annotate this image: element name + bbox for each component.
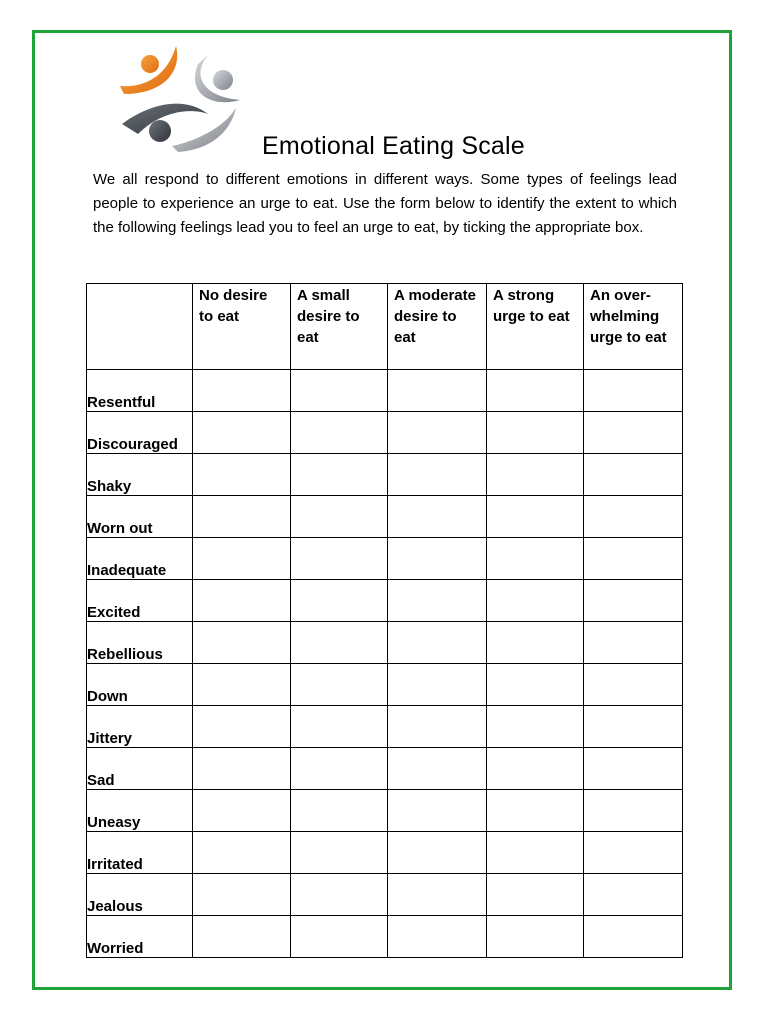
tick-box[interactable] — [487, 790, 584, 832]
table-row — [87, 370, 683, 412]
row-label: Shaky — [87, 454, 193, 496]
tick-box[interactable] — [291, 370, 388, 412]
tick-box[interactable] — [291, 538, 388, 580]
tick-box[interactable] — [388, 874, 487, 916]
tick-box[interactable] — [193, 790, 291, 832]
tick-box[interactable] — [487, 454, 584, 496]
tick-box[interactable] — [193, 832, 291, 874]
tick-box[interactable] — [291, 790, 388, 832]
tick-box[interactable] — [193, 412, 291, 454]
row-label: Uneasy — [87, 790, 193, 832]
table-row — [87, 832, 683, 874]
tick-box[interactable] — [291, 622, 388, 664]
tick-box[interactable] — [193, 580, 291, 622]
tick-box[interactable] — [584, 706, 683, 748]
tick-box[interactable] — [584, 370, 683, 412]
tick-box[interactable] — [388, 622, 487, 664]
table-row — [87, 874, 683, 916]
row-label: Down — [87, 664, 193, 706]
tick-box[interactable] — [584, 790, 683, 832]
tick-box[interactable] — [487, 706, 584, 748]
row-label: Rebellious — [87, 622, 193, 664]
table-row — [87, 706, 683, 748]
tick-box[interactable] — [487, 916, 584, 958]
tick-box[interactable] — [388, 832, 487, 874]
tick-box[interactable] — [487, 664, 584, 706]
row-label: Jittery — [87, 706, 193, 748]
tick-box[interactable] — [291, 916, 388, 958]
tick-box[interactable] — [388, 454, 487, 496]
tick-box[interactable] — [291, 832, 388, 874]
tick-box[interactable] — [584, 454, 683, 496]
tick-box[interactable] — [388, 748, 487, 790]
tick-box[interactable] — [584, 496, 683, 538]
tick-box[interactable] — [291, 664, 388, 706]
table-row — [87, 496, 683, 538]
table-row — [87, 664, 683, 706]
column-header: A strong urge to eat — [487, 284, 584, 370]
row-label: Excited — [87, 580, 193, 622]
row-label: Worried — [87, 916, 193, 958]
tick-box[interactable] — [388, 580, 487, 622]
header-corner-cell — [87, 284, 193, 370]
tick-box[interactable] — [487, 370, 584, 412]
table-row — [87, 622, 683, 664]
tick-box[interactable] — [487, 748, 584, 790]
table-row — [87, 454, 683, 496]
column-header: A small desire to eat — [291, 284, 388, 370]
tick-box[interactable] — [487, 538, 584, 580]
tick-box[interactable] — [584, 538, 683, 580]
tick-box[interactable] — [193, 916, 291, 958]
tick-box[interactable] — [291, 748, 388, 790]
tick-box[interactable] — [487, 412, 584, 454]
tick-box[interactable] — [584, 832, 683, 874]
tick-box[interactable] — [291, 412, 388, 454]
tick-box[interactable] — [291, 454, 388, 496]
row-label: Discouraged — [87, 412, 193, 454]
tick-box[interactable] — [193, 706, 291, 748]
table-row — [87, 790, 683, 832]
table-row — [87, 748, 683, 790]
tick-box[interactable] — [584, 748, 683, 790]
tick-box[interactable] — [291, 706, 388, 748]
tick-box[interactable] — [388, 538, 487, 580]
row-label: Inadequate — [87, 538, 193, 580]
table-row — [87, 916, 683, 958]
tick-box[interactable] — [193, 748, 291, 790]
tick-box[interactable] — [388, 916, 487, 958]
table-row — [87, 412, 683, 454]
tick-box[interactable] — [291, 874, 388, 916]
tick-box[interactable] — [388, 664, 487, 706]
tick-box[interactable] — [193, 664, 291, 706]
table-row — [87, 580, 683, 622]
row-label: Resentful — [87, 370, 193, 412]
tick-box[interactable] — [487, 874, 584, 916]
column-header: A moderate desire to eat — [388, 284, 487, 370]
tick-box[interactable] — [193, 622, 291, 664]
tick-box[interactable] — [487, 622, 584, 664]
tick-box[interactable] — [388, 496, 487, 538]
tick-box[interactable] — [584, 622, 683, 664]
page-title: Emotional Eating Scale — [262, 132, 525, 160]
tick-box[interactable] — [291, 496, 388, 538]
tick-box[interactable] — [193, 874, 291, 916]
column-header: No desire to eat — [193, 284, 291, 370]
table-header-row — [87, 284, 683, 370]
tick-box[interactable] — [388, 706, 487, 748]
tick-box[interactable] — [584, 916, 683, 958]
tick-box[interactable] — [487, 496, 584, 538]
row-label: Sad — [87, 748, 193, 790]
four-people-logo-icon — [112, 38, 252, 158]
tick-box[interactable] — [584, 412, 683, 454]
row-label: Worn out — [87, 496, 193, 538]
emotional-eating-table — [86, 283, 683, 958]
table-row — [87, 538, 683, 580]
tick-box[interactable] — [388, 370, 487, 412]
row-label: Jealous — [87, 874, 193, 916]
tick-box[interactable] — [388, 790, 487, 832]
tick-box[interactable] — [193, 454, 291, 496]
tick-box[interactable] — [388, 412, 487, 454]
tick-box[interactable] — [193, 538, 291, 580]
tick-box[interactable] — [193, 496, 291, 538]
tick-box[interactable] — [291, 580, 388, 622]
tick-box[interactable] — [584, 664, 683, 706]
tick-box[interactable] — [584, 580, 683, 622]
column-header: An over-whelming urge to eat — [584, 284, 683, 370]
tick-box[interactable] — [193, 370, 291, 412]
intro-paragraph: We all respond to different emotions in different ways. Some types of feelings lead people to experience an urge to eat. Use the form below to identify the extent to which the following feelings lead you to feel an urge to eat, by ticking the appropriate box. — [93, 171, 677, 236]
tick-box[interactable] — [487, 580, 584, 622]
tick-box[interactable] — [487, 832, 584, 874]
row-label: Irritated — [87, 832, 193, 874]
tick-box[interactable] — [584, 874, 683, 916]
